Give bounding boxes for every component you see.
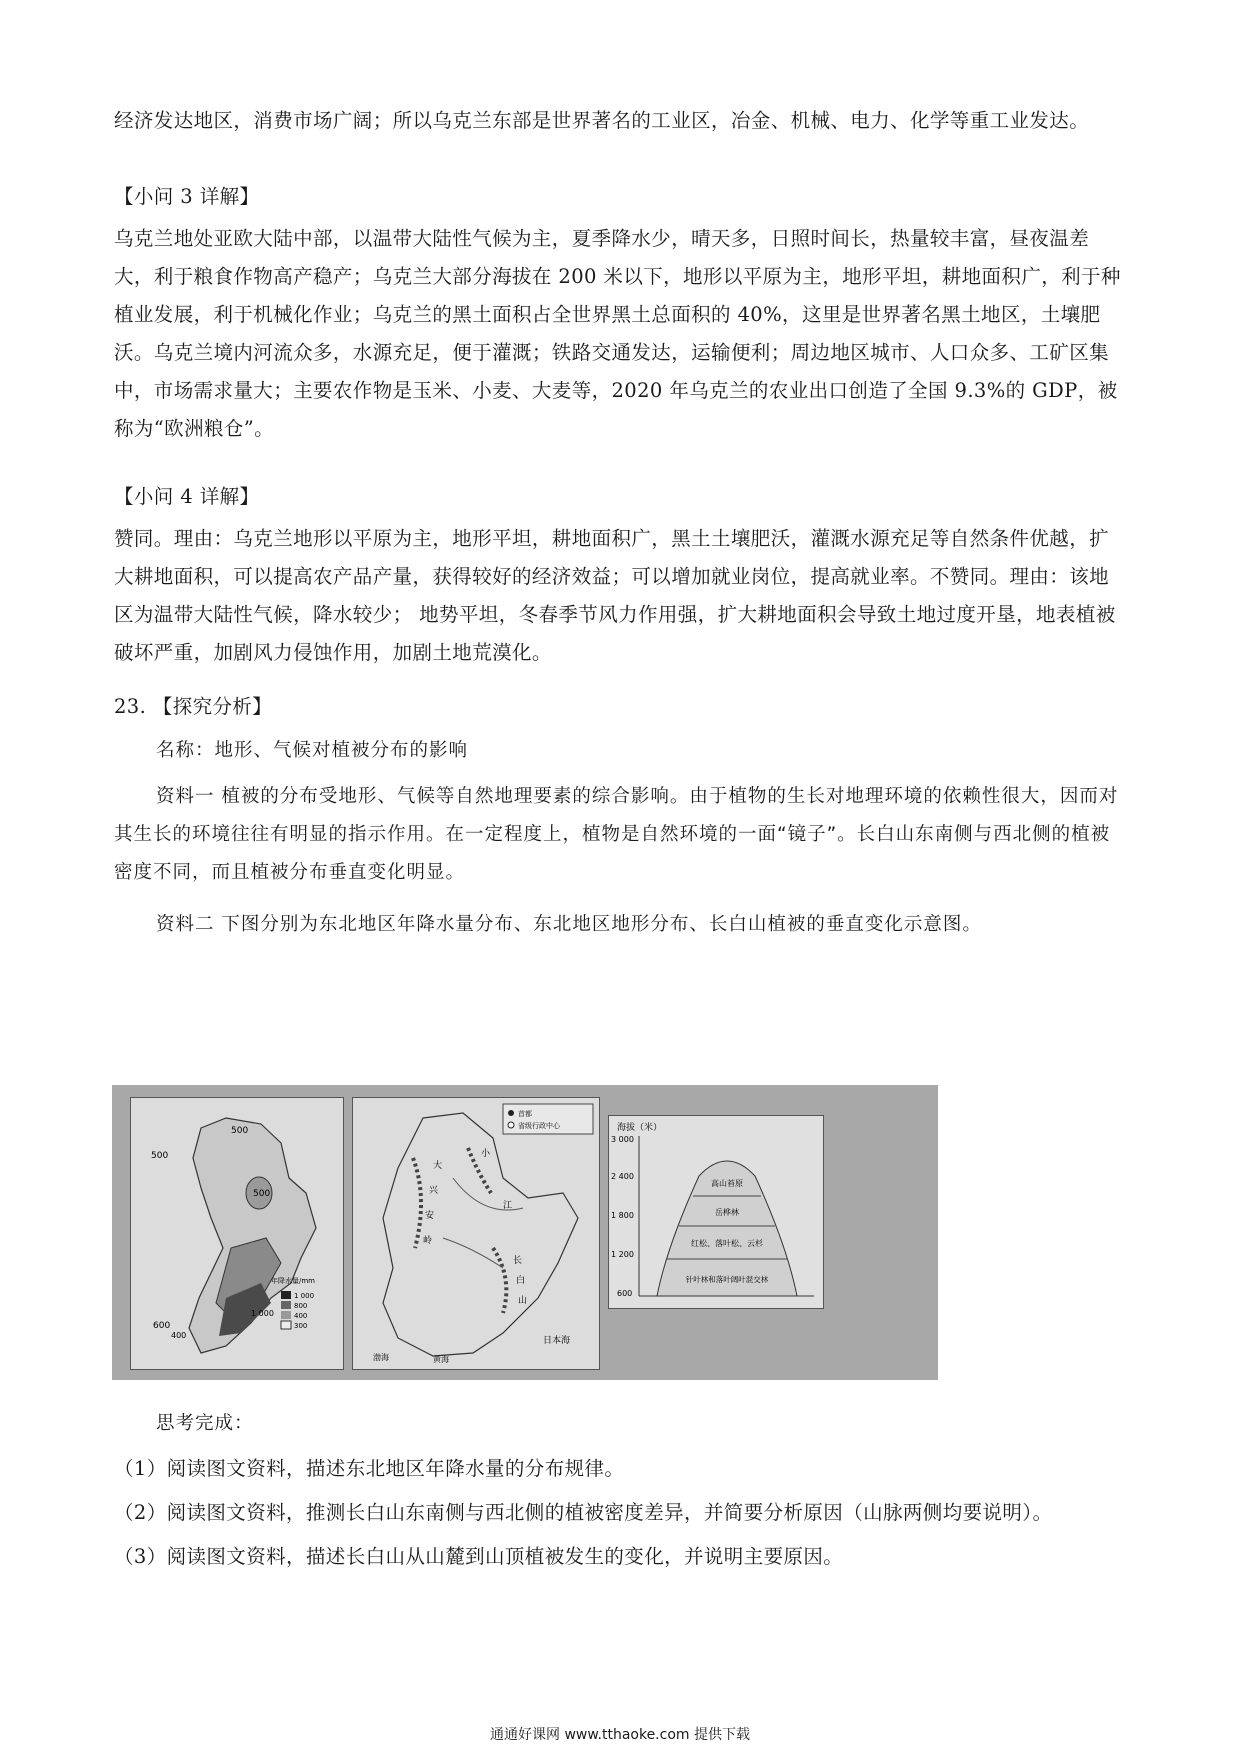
contour-label: 500 [231, 1126, 249, 1136]
contour-label: 500 [253, 1189, 271, 1199]
contour-label: 1 000 [251, 1309, 274, 1318]
think-prompt: 思考完成： [156, 1413, 254, 1434]
question-23-title: 23. 【探究分析】 [114, 695, 273, 718]
figure-three-panels [112, 1085, 938, 1380]
legend-item: 800 [294, 1302, 308, 1310]
sub-question-1: （1）阅读图文资料，描述东北地区年降水量的分布规律。 [114, 1457, 625, 1480]
terrain-map [352, 1097, 600, 1370]
place-label: 大 [433, 1161, 443, 1171]
capital-symbol [508, 1110, 514, 1116]
zone-label: 岳桦林 [715, 1208, 739, 1217]
heading-q4-detail: 【小问 4 详解】 [114, 485, 260, 508]
sea-label: 日本海 [543, 1336, 571, 1346]
axis-title: 海拔（米） [617, 1123, 663, 1133]
axis-tick: 2 400 [611, 1172, 634, 1181]
place-label: 黄海 [433, 1355, 449, 1364]
legend-swatch [281, 1291, 291, 1299]
heading-q3-detail: 【小问 3 详解】 [114, 185, 260, 208]
contour-label: 600 [153, 1321, 171, 1331]
legend-item: 1 000 [294, 1292, 315, 1300]
vegetation-zones-drawing [609, 1116, 823, 1308]
page-footer: 通通好课网 www.tthaoke.com 提供下载 [490, 1727, 750, 1743]
zone-label: 高山苔原 [711, 1179, 743, 1188]
sub-question-3: （3）阅读图文资料，描述长白山从山麓到山顶植被发生的变化，并说明主要原因。 [114, 1545, 844, 1568]
legend-item: 省级行政中心 [518, 1122, 560, 1130]
legend-item: 400 [294, 1312, 308, 1320]
terrain-map-drawing [353, 1098, 599, 1369]
paragraph-q4-answer: 赞同。理由：乌克兰地形以平原为主，地形平坦，耕地面积广，黑土土壤肥沃，灌溉水源充足等自然条件优越，扩大耕地面积，可以提高农产品产量，获得较好的经济效益；可以增加就业岗位，提高就业率。不赞同。理由：该地区为温带大陆性气候，降水较少； 地势平坦，冬春季节风力作用强，扩大耕地面积会导致土地过度开垦，地表植被破坏严重，加剧风力侵蚀作用，加剧土地荒漠化。 [114, 527, 1116, 664]
axis-tick: 600 [617, 1289, 633, 1298]
place-label: 兴 [429, 1186, 439, 1196]
place-label: 渤海 [373, 1353, 389, 1362]
sub-question-2: （2）阅读图文资料，推测长白山东南侧与西北侧的植被密度差异，并简要分析原因（山脉两侧均要说明）。 [114, 1501, 1053, 1524]
contour-label: 400 [171, 1331, 187, 1340]
axis-tick: 3 000 [611, 1135, 634, 1144]
precipitation-map [130, 1097, 344, 1370]
legend-swatch [281, 1301, 291, 1309]
paragraph-industry: 经济发达地区，消费市场广阔；所以乌克兰东部是世界著名的工业区，冶金、机械、电力、化学等重工业发达。 [114, 109, 1090, 132]
place-label: 山 [518, 1296, 528, 1306]
topic-name: 名称：地形、气候对植被分布的影响 [156, 740, 469, 761]
legend-swatch [281, 1321, 291, 1329]
provincial-center-symbol [508, 1122, 514, 1128]
precipitation-map-drawing [131, 1098, 343, 1369]
legend-title: 年降水量/mm [271, 1277, 315, 1285]
place-label: 江 [503, 1201, 513, 1211]
zone-label: 红松、落叶松、云杉 [691, 1239, 763, 1248]
place-label: 白 [516, 1276, 526, 1286]
axis-tick: 1 200 [611, 1250, 634, 1259]
material-one: 资料一 植被的分布受地形、气候等自然地理要素的综合影响。由于植物的生长对地理环境的依赖性很大，因而对其生长的环境往往有明显的指示作用。在一定程度上，植物是自然环境的一面“镜子”。长白山东南侧与西北侧的植被密度不同，而且植被分布垂直变化明显。 [114, 786, 1119, 883]
place-label: 岭 [423, 1236, 433, 1246]
material-two: 资料二 下图分别为东北地区年降水量分布、东北地区地形分布、长白山植被的垂直变化示意图。 [156, 914, 982, 935]
place-label: 长 [513, 1256, 523, 1266]
paragraph-q3-answer: 乌克兰地处亚欧大陆中部，以温带大陆性气候为主，夏季降水少，晴天多，日照时间长，热量较丰富，昼夜温差大，利于粮食作物高产稳产；乌克兰大部分海拔在 200 米以下，地形以平原为主，地形平坦，耕地面积广，利于种植业发展，利于机械化作业；乌克兰的黑土面积占全世界黑土总面积的 40%，这里是世界著名黑土地区，土壤肥沃。乌克兰境内河流众多，水源充足，便于灌溉；铁路交通发达，运输便利；周边地区城市、人口众多、工矿区集中，市场需求量大；主要农作物是玉米、小麦、大麦等，2020 年乌克兰的农业出口创造了全国 9.3%的 GDP，被称为“欧洲粮仓”。 [114, 227, 1121, 440]
contour-label: 500 [151, 1151, 169, 1161]
place-label: 小 [481, 1149, 491, 1159]
legend-item: 300 [294, 1322, 308, 1330]
legend-item: 首都 [518, 1110, 532, 1118]
axis-tick: 1 800 [611, 1211, 634, 1220]
place-label: 安 [425, 1211, 435, 1221]
vegetation-zones-diagram [608, 1115, 824, 1309]
legend-swatch [281, 1311, 291, 1319]
zone-label: 针叶林和落叶阔叶混交林 [685, 1275, 769, 1284]
